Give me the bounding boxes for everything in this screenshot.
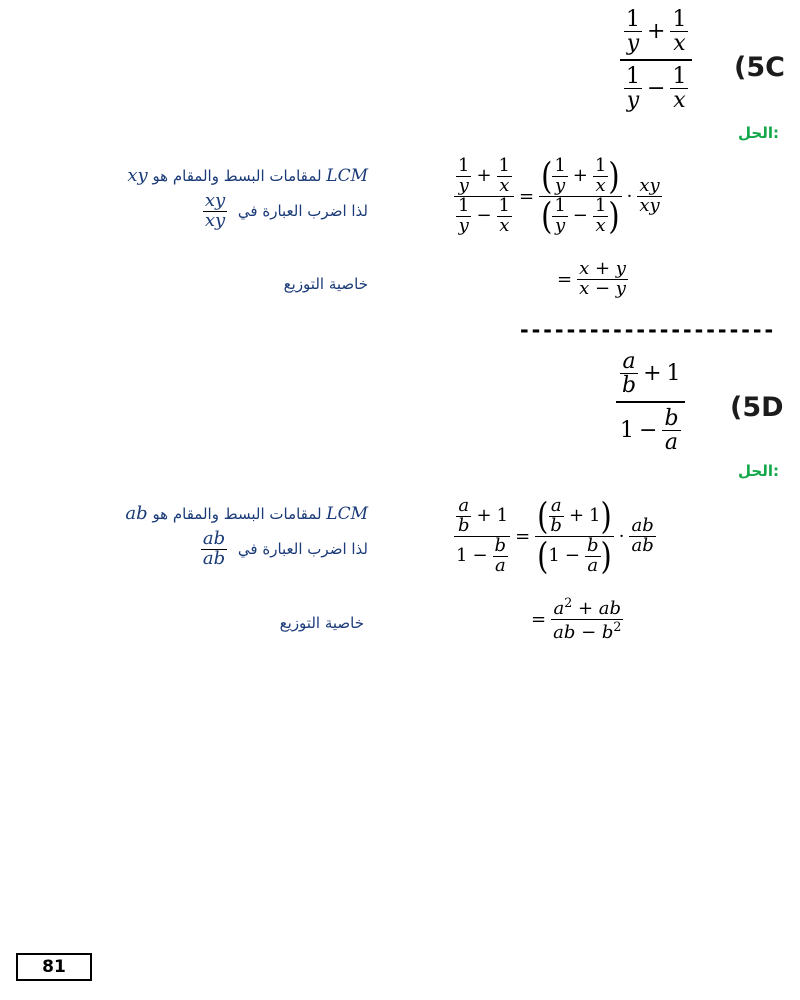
problem-5d-note-distribute: خاصية التوزيع (279, 614, 364, 632)
multiply-fraction: $\frac{ab}{ab}$ (202, 528, 226, 569)
note-lcm-text: لمقامات البسط والمقام هو (152, 505, 322, 523)
lcm-symbol: LCM (326, 166, 368, 186)
problem-5d-note-multiply (170, 530, 368, 569)
note-multiply-text: لذا اضرب العبارة في (237, 539, 368, 558)
note-multiply-text: لذا اضرب العبارة في (237, 201, 368, 220)
problem-5c-note-distribute: خاصية التوزيع (283, 275, 368, 293)
problem-5d-solution-label: الحل: (738, 462, 779, 480)
problem-5c-solution-label: الحل: (738, 124, 779, 142)
problem-5d-note-lcm (96, 503, 368, 524)
page-number: 81 (42, 957, 66, 977)
section-separator: ---------------------- (518, 318, 775, 342)
problem-5d-step2: = $\frac{a^2 + ab}{ab - b^2}$ (531, 595, 622, 643)
problem-5d-label: (5D (730, 392, 784, 423)
multiply-fraction: $\frac{xy}{xy}$ (204, 190, 226, 231)
problem-5d-step1: $\frac{a}{b}$ + 1 1 − $\frac{b}{a}$ = ( $\frac{a}{b}$ + 1 ) ( 1 − $\frac{b}{a}$ ) · $\frac{ab}{ab}$ (456, 494, 654, 577)
problem-5c-step2: = $\frac{x + y}{x - y}$ (557, 258, 626, 299)
problem-5c-note-lcm (96, 165, 368, 186)
problem-5c-expression: $\frac{1}{y}$ + $\frac{1}{x}$ $\frac{1}{y}$ − $\frac{1}{x}$ (620, 8, 692, 112)
lcm-value: ab (125, 503, 148, 524)
problem-5c-note-multiply (170, 192, 368, 231)
problem-5c-step1: $\frac{1}{y}$ + $\frac{1}{x}$ $\frac{1}{y}$ − $\frac{1}{x}$ = ( $\frac{1}{y}$ + $\frac{1}{x}$ ) ( $\frac{1}{y}$ − $\frac{1}{x}$ ) · $\frac{xy}{xy}$ (454, 155, 662, 236)
problem-5d-expression: $\frac{a}{b}$ + 1 1 − $\frac{b}{a}$ (616, 350, 685, 454)
lcm-value: xy (127, 165, 148, 186)
note-lcm-text: لمقامات البسط والمقام هو (152, 167, 322, 185)
page-number-box (16, 953, 92, 981)
lcm-symbol: LCM (326, 504, 368, 524)
problem-5c-label: (5C (734, 52, 785, 83)
